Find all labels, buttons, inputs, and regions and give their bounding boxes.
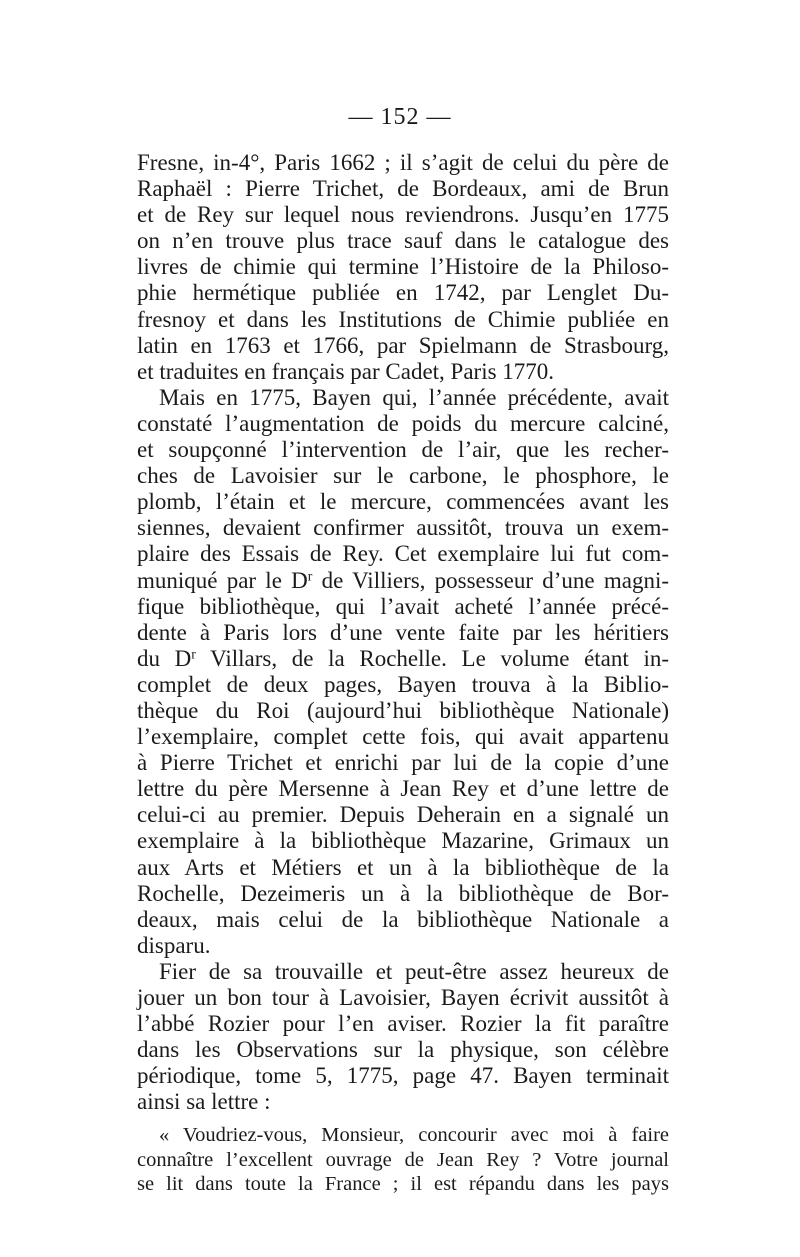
text-line: latin en 1763 et 1766, par Spielmann de Strasbourg, — [137, 332, 669, 358]
text-line: périodique, tome 5, 1775, page 47. Bayen terminait — [137, 1063, 669, 1089]
text-line: constaté l’augmentation de poids du mercure calciné, — [137, 410, 669, 436]
text-line: dente à Paris lors d’une vente faite par les héritiers — [137, 619, 669, 645]
text-line: on n’en trouve plus trace sauf dans le catalogue des — [137, 228, 669, 254]
text-fragment: Villars, de la Rochelle. Le volume étant in- — [195, 645, 669, 671]
text-line: ainsi sa lettre : — [137, 1089, 271, 1115]
text-line: exemplaire à la bibliothèque Mazarine, Grimaux un — [137, 828, 669, 854]
text-line: phie hermétique publiée en 1742, par Lenglet Du- — [137, 280, 669, 306]
quote-line: connaître l’excellent ouvrage de Jean Rey ? Votre journal — [137, 1148, 669, 1171]
text-fragment: muniqué par le D — [137, 567, 308, 593]
quote-line: « Voudriez-vous, Monsieur, concourir avec moi à faire — [159, 1124, 669, 1147]
text-line: l’exemplaire, complet cette fois, qui avait appartenu — [137, 724, 669, 750]
text-line: et traduites en français par Cadet, Paris 1770. — [137, 358, 555, 384]
text-line: à Pierre Trichet et enrichi par lui de la copie d’une — [137, 750, 669, 776]
page-number: — 152 — — [348, 104, 452, 130]
text-line: complet de deux pages, Bayen trouva à la Biblio- — [137, 671, 669, 697]
text-line: thèque du Roi (aujourd’hui bibliothèque Nationale) — [137, 697, 669, 723]
text-line: Raphaël : Pierre Trichet, de Bordeaux, ami de Brun — [137, 176, 669, 202]
text-line: l’abbé Rozier pour l’en aviser. Rozier la fit paraître — [137, 1011, 669, 1037]
text-line: aux Arts et Métiers et un à la bibliothèque de la — [137, 854, 669, 880]
text-line: fresnoy et dans les Institutions de Chimie publiée en — [137, 306, 669, 332]
text-fragment: de Villiers, possesseur d’une magni- — [312, 567, 669, 593]
text-line: livres de chimie qui termine l’Histoire de la Philoso- — [137, 254, 669, 280]
quote-line: se lit dans toute la France ; il est répandu dans les pays — [137, 1173, 669, 1196]
text-line: plaire des Essais de Rey. Cet exemplaire lui fut com- — [137, 541, 669, 567]
block-quote — [137, 1123, 669, 1197]
text-line: siennes, devaient confirmer aussitôt, trouva un exem- — [137, 515, 669, 541]
text-line: celui-ci au premier. Depuis Deherain en a signalé un — [137, 802, 669, 828]
text-line: lettre du père Mersenne à Jean Rey et d’une lettre de — [137, 776, 669, 802]
superscript: r — [191, 646, 196, 662]
text-line: Mais en 1775, Bayen qui, l’année précédente, avait — [159, 384, 669, 410]
text-line — [137, 568, 669, 594]
text-line — [137, 646, 669, 672]
superscript: r — [307, 567, 313, 583]
text-line: Rochelle, Dezeimeris un à la bibliothèque de Bor- — [137, 880, 669, 906]
text-line: Fresne, in-4°, Paris 1662 ; il s’agit de celui du père de — [137, 150, 669, 175]
text-line: deaux, mais celui de la bibliothèque Nationale a — [137, 906, 669, 932]
paragraph-3 — [137, 959, 669, 1116]
page-body — [137, 150, 669, 1197]
paragraph-2 — [137, 385, 669, 959]
text-fragment: du D — [137, 645, 192, 671]
text-line: disparu. — [137, 932, 211, 958]
text-line: plomb, l’étain et le mercure, commencées avant les — [137, 489, 669, 515]
paragraph-1 — [137, 150, 669, 385]
text-line: et soupçonné l’intervention de l’air, que les recher- — [137, 437, 669, 463]
text-line: ches de Lavoisier sur le carbone, le phosphore, le — [137, 463, 669, 489]
text-line: jouer un bon tour à Lavoisier, Bayen écrivit aussitôt à — [137, 985, 669, 1010]
text-line: dans les Observations sur la physique, son célèbre — [137, 1037, 669, 1063]
text-line: fique bibliothèque, qui l’avait acheté l’année précé- — [137, 593, 669, 619]
text-line: Fier de sa trouvaille et peut-être assez heureux de — [159, 958, 669, 984]
text-line: et de Rey sur lequel nous reviendrons. Jusqu’en 1775 — [137, 202, 669, 228]
